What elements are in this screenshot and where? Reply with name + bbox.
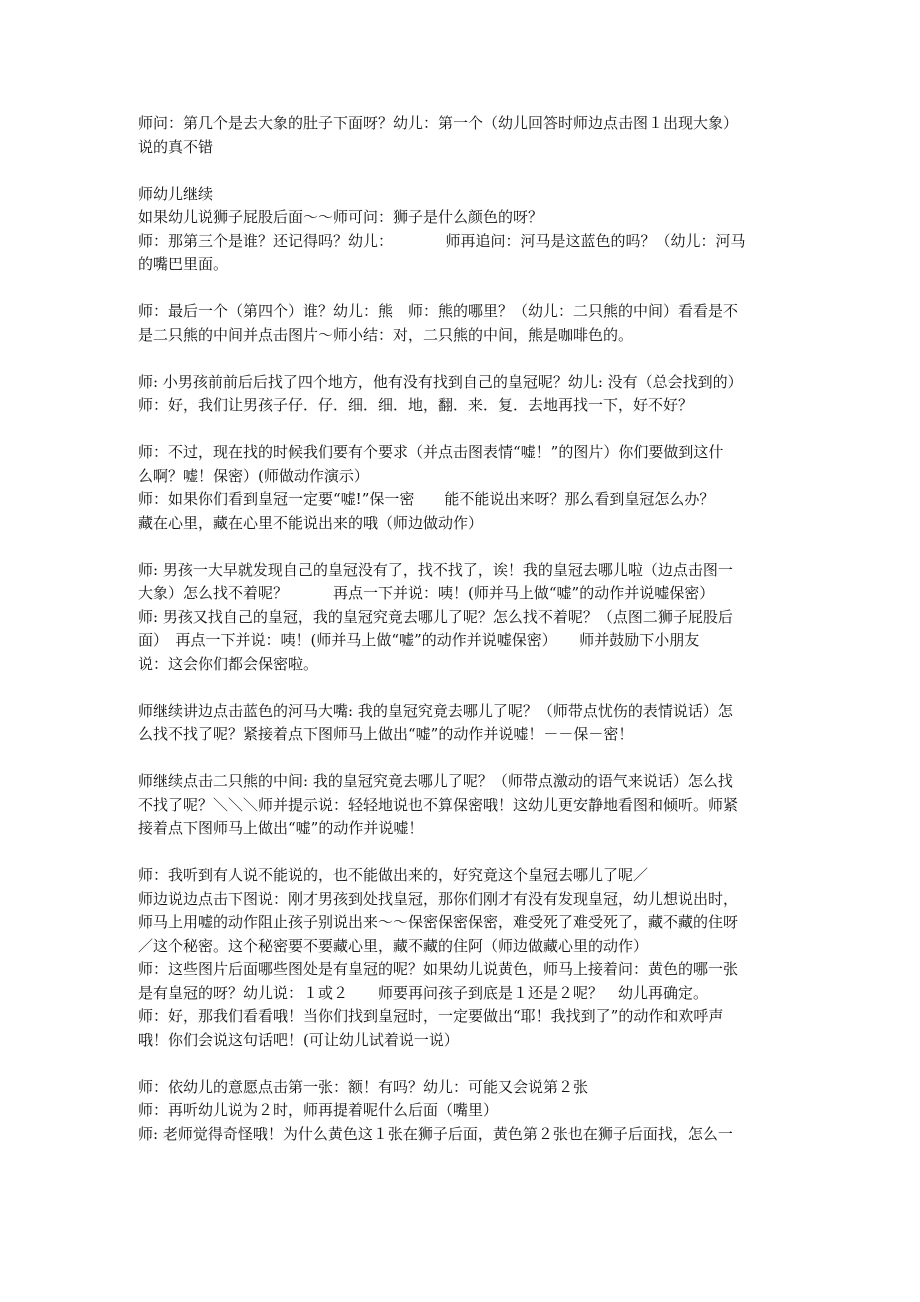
text-line: 师幼儿继续 [138,184,214,203]
text-line: 么啊？嘘！保密）(师做动作演示） [138,466,369,485]
text-line: 师：这些图片后面哪些图处是有皇冠的呢？如果幼儿说黄色，师马上接着问：黄色的哪一张 [138,960,739,978]
text-line: 师继续讲边点击蓝色的河马大嘴: 我的皇冠究竟去哪儿了呢？（师带点忧伤的表情说话）怎 [138,701,733,720]
text-line: 说：这会你们都会保密啦。 [138,654,319,673]
text-line: 师：好，我们让男孩子仔．仔．细．细．地，翻．来．复．去地再找一下，好不好？ [138,396,694,414]
text-line: 师: 男孩又找自己的皇冠，我的皇冠究竟去哪儿了呢？怎么找不着呢？（点图二狮子屁股后 [138,607,733,626]
text-line: 师：我听到有人说不能说的，也不能做出来的，好究竟这个皇冠去哪儿了呢／ [138,866,649,884]
text-line: 如果幼儿说狮子屁股后面～～师可问：狮子是什么颜色的呀？ [138,208,544,226]
text-line: 面） 再点一下并说：咦！(师并马上做“嘘”的动作并说嘘保密） 师并鼓励下小朋友 [138,631,700,649]
text-line: 师: 小男孩前前后后找了四个地方，他有没有找到自己的皇冠呢？幼儿: 没有（总会找到的） [138,372,743,391]
paragraph [138,112,786,159]
paragraph [138,559,786,677]
text-line: 师：最后一个（第四个）谁？幼儿：熊 师：熊的哪里？（幼儿：二只熊的中间）看看是不 [138,302,739,320]
text-line: 师: 男孩一大早就发现自己的皇冠没有了，找不找了，诶！我的皇冠去哪儿啦（边点击图一 [138,560,733,579]
text-line: 师马上用嘘的动作阻止孩子别说出来～～保密保密保密，难受死了难受死了，藏不藏的住呀 [138,913,739,931]
text-line: 么找不找了呢？紧接着点下图师马上做出“嘘”的动作并说嘘！－－保－密！ [138,725,634,743]
paragraph [138,770,786,841]
text-line: 师：好，那我们看看哦！当你们找到皇冠时，一定要做出“耶！我找到了”的动作和欢呼声 [138,1007,724,1025]
text-line: 师: 老师觉得奇怪哦！为什么黄色这１张在狮子后面，黄色第２张也在狮子后面找，怎么一 [138,1124,733,1143]
text-line: 是二只熊的中间并点击图片～师小结：对，二只熊的中间，熊是咖啡色的。 [138,325,634,344]
text-line: 师边说边点击下图说：刚才男孩到处找皇冠，那你们刚才有没有发现皇冠，幼儿想说出时， [138,889,739,908]
text-line: 师继续点击二只熊的中间: 我的皇冠究竟去哪儿了呢？（师带点激动的语气来说话）怎么找 [138,772,733,790]
text-line: 说的真不错 [138,137,214,156]
text-line: 藏在心里，藏在心里不能说出来的哦（师边做动作） [138,513,484,532]
text-line: 师：那第三个是谁？还记得吗？幼儿： 师再追问：河马是这蓝色的吗？（幼儿：河马 [138,231,746,250]
text-line: 师：如果你们看到皇冠一定要“嘘!”保一密 能不能说出来呀？那么看到皇冠怎么办？ [138,490,715,508]
text-line: 师：再听幼儿说为２时，师再提着呢什么后面（嘴里） [138,1101,499,1119]
paragraph [138,300,786,347]
paragraph [138,183,786,277]
text-line: 哦！你们会说这句话吧！(可让幼儿试着说一说） [138,1030,459,1049]
text-line: 的嘴巴里面。 [138,255,229,273]
text-line: 接着点下图师马上做出“嘘”的动作并说嘘！ [138,819,424,837]
text-line: 不找了呢？＼＼＼师并提示说：轻轻地说也不算保密哦！这幼儿更安静地看图和倾听。师紧 [138,795,739,814]
paragraph [138,1076,786,1147]
text-line: 是有皇冠的呀？幼儿说：１或２ 师要再问孩子到底是１还是２呢？ 幼儿再确定。 [138,983,709,1002]
text-line: 师：不过，现在找的时候我们要有个要求（并点击图表情“嘘！”的图片）你们要做到这什 [138,443,724,461]
paragraph [138,371,786,418]
paragraph [138,441,786,535]
text-line: ／这个秘密。这个秘密要不要藏心里，藏不藏的住阿（师边做藏心里的动作） [138,936,649,955]
paragraph [138,864,786,1052]
document-page [138,112,786,1170]
text-line: 师：依幼儿的意愿点击第一张：额！有吗？幼儿：可能又会说第２张 [138,1077,589,1096]
paragraph [138,700,786,747]
text-line: 师问：第几个是去大象的肚子下面呀？幼儿：第一个（幼儿回答时师边点击图１出现大象） [138,114,739,132]
text-line: 大象）怎么找不着呢？ 再点一下并说：咦！(师并马上做“嘘”的动作并说嘘保密） [138,584,715,602]
